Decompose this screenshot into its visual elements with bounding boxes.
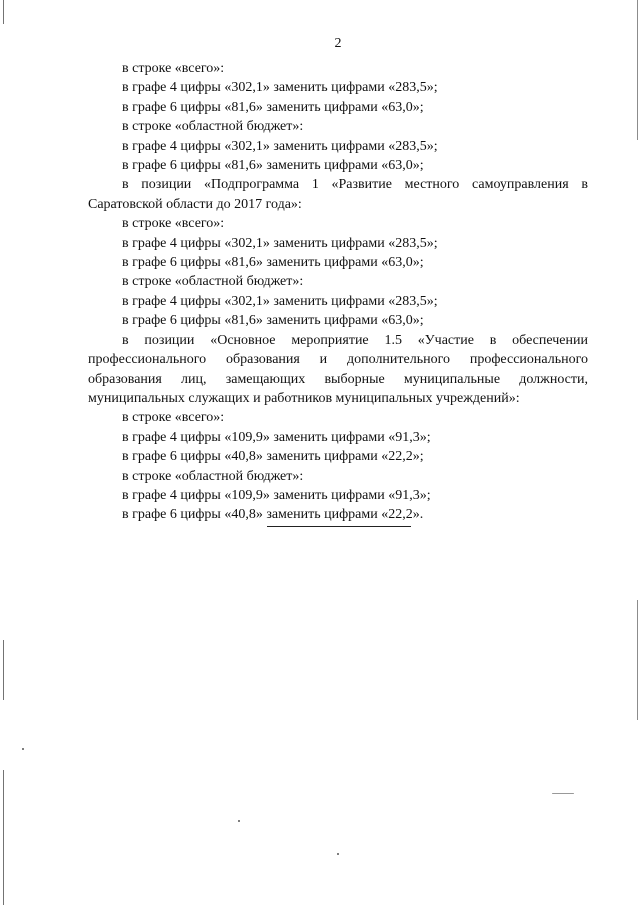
text-line: в строке «всего»: xyxy=(122,410,225,426)
scan-speck xyxy=(22,748,24,750)
text-line: в графе 6 цифры «40,8» заменить цифрами «22,2»; xyxy=(122,449,424,465)
text-line: в строке «всего»: xyxy=(122,61,225,76)
text-line: в строке «всего»: xyxy=(122,216,225,232)
text-line: в графе 6 цифры «81,6» заменить цифрами «63,0»; xyxy=(122,158,424,174)
scan-edge-right xyxy=(637,0,638,905)
text-line: в графе 6 цифры «81,6» заменить цифрами «63,0»; xyxy=(122,255,424,271)
scan-edge-left xyxy=(3,0,4,905)
end-separator-line xyxy=(267,526,411,527)
text-line: в графе 4 цифры «109,9» заменить цифрами «91,3»; xyxy=(122,429,431,445)
text-line: в строке «областной бюджет»: xyxy=(122,274,304,290)
text-line: в графе 6 цифры «81,6» заменить цифрами «63,0»; xyxy=(122,313,424,329)
text-line: в строке «областной бюджет»: xyxy=(122,468,304,484)
text-line: в графе 6 цифры «40,8» заменить цифрами «22,2». xyxy=(122,507,424,523)
paragraph-subprogram: в позиции «Подпрограмма 1 «Развитие местного самоуправления в Саратовской области до 2017 года»: xyxy=(88,177,588,212)
scan-speck xyxy=(552,793,574,794)
page-number: 2 xyxy=(334,36,342,51)
text-line: в графе 4 цифры «302,1» заменить цифрами «283,5»; xyxy=(122,235,438,251)
text-line: в графе 4 цифры «302,1» заменить цифрами «283,5»; xyxy=(122,138,438,154)
paragraph-measure: в позиции «Основное мероприятие 1.5 «Участие в обеспечении профессионального образования и дополнительного профессионального образования лиц, замещающих выборные муниципальные должности, муниципальных служащих и работников муниципальных учреждений»: xyxy=(88,332,588,406)
text-line: в графе 6 цифры «81,6» заменить цифрами «63,0»; xyxy=(122,99,424,115)
text-line: в графе 4 цифры «302,1» заменить цифрами «283,5»; xyxy=(122,80,438,96)
document-body xyxy=(88,59,588,525)
text-line: в графе 4 цифры «302,1» заменить цифрами «283,5»; xyxy=(122,293,438,309)
text-line: в графе 4 цифры «109,9» заменить цифрами «91,3»; xyxy=(122,487,431,503)
scan-speck xyxy=(238,820,240,822)
text-line: в строке «областной бюджет»: xyxy=(122,119,304,135)
scan-speck xyxy=(337,853,339,855)
